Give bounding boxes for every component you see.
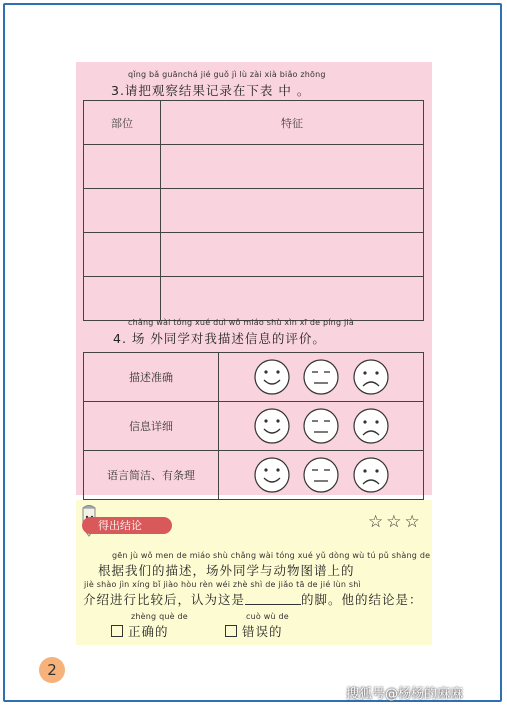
table-row: [84, 189, 424, 233]
evaluation-table: [83, 352, 424, 500]
rating-stars[interactable]: ☆☆☆: [368, 512, 423, 532]
neutral-face-icon[interactable]: [302, 456, 340, 494]
line2-text: [83, 590, 423, 608]
eval-row: [84, 402, 424, 451]
feature-cell[interactable]: [161, 189, 424, 233]
line1-pinyin: gēn jù wǒ men de miáo shù chǎng wài tóng xué yǔ dòng wù tú pǔ shàng de: [112, 551, 431, 560]
line2-suffix: 的脚。他的结论是：: [301, 592, 423, 607]
q3-title: 3.请把观察结果记录在下表 中 。: [111, 83, 311, 98]
eval-label: 信息详细: [84, 402, 219, 451]
table-row: [84, 145, 424, 189]
sad-face-icon[interactable]: [352, 407, 390, 445]
opt1-label: 正确的: [128, 624, 169, 639]
face-group: [219, 402, 424, 451]
face-group: [219, 353, 424, 402]
part-cell[interactable]: [84, 233, 161, 277]
neutral-face-icon[interactable]: [302, 358, 340, 396]
option-correct[interactable]: [111, 622, 169, 640]
header-feature: 特征: [161, 101, 424, 145]
part-cell[interactable]: [84, 189, 161, 233]
smile-face-icon[interactable]: [253, 407, 291, 445]
opt1-pinyin: zhèng què de: [131, 612, 188, 621]
checkbox-wrong[interactable]: [225, 625, 237, 637]
q4-title: 4. 场 外同学对我描述信息的评价。: [113, 331, 326, 346]
face-group: [219, 451, 424, 500]
table-row: [84, 277, 424, 321]
eval-label: 语言简洁、有条理: [84, 451, 219, 500]
sad-face-icon[interactable]: [352, 456, 390, 494]
line2-prefix: 介绍进行比较后，认为这是: [83, 592, 246, 607]
neutral-face-icon[interactable]: [302, 407, 340, 445]
opt2-label: 错误的: [242, 624, 283, 639]
line2-pinyin: jiè shào jìn xíng bǐ jiào hòu rèn wéi zhè shì de jiǎo tā de jié lùn shì: [84, 580, 361, 589]
option-wrong[interactable]: [225, 622, 283, 640]
sad-face-icon[interactable]: [352, 358, 390, 396]
table-row: [84, 233, 424, 277]
page-number: 2: [39, 657, 65, 683]
feature-cell[interactable]: [161, 145, 424, 189]
q4-pinyin: chǎng wài tóng xué duì wǒ miáo shù xìn xī de píng jià: [128, 318, 354, 327]
checkbox-correct[interactable]: [111, 625, 123, 637]
eval-row: [84, 353, 424, 402]
watermark: 搜狐号@杨杨的麻麻: [346, 687, 464, 702]
feature-cell[interactable]: [161, 233, 424, 277]
q3-pinyin: qǐng bǎ guānchá jié guǒ jì lù zài xià biǎo zhōng: [128, 70, 326, 79]
header-part: 部位: [84, 101, 161, 145]
part-cell[interactable]: [84, 277, 161, 321]
opt2-pinyin: cuò wù de: [246, 612, 289, 621]
smile-face-icon[interactable]: [253, 456, 291, 494]
eval-row: [84, 451, 424, 500]
feature-cell[interactable]: [161, 277, 424, 321]
line1-text: 根据我们的描述，场外同学与动物图谱上的: [98, 563, 355, 578]
observation-table: [83, 100, 424, 321]
eval-label: 描述准确: [84, 353, 219, 402]
part-cell[interactable]: [84, 145, 161, 189]
answer-blank[interactable]: [245, 593, 301, 605]
conclusion-badge: 得出结论: [82, 517, 172, 534]
smile-face-icon[interactable]: [253, 358, 291, 396]
